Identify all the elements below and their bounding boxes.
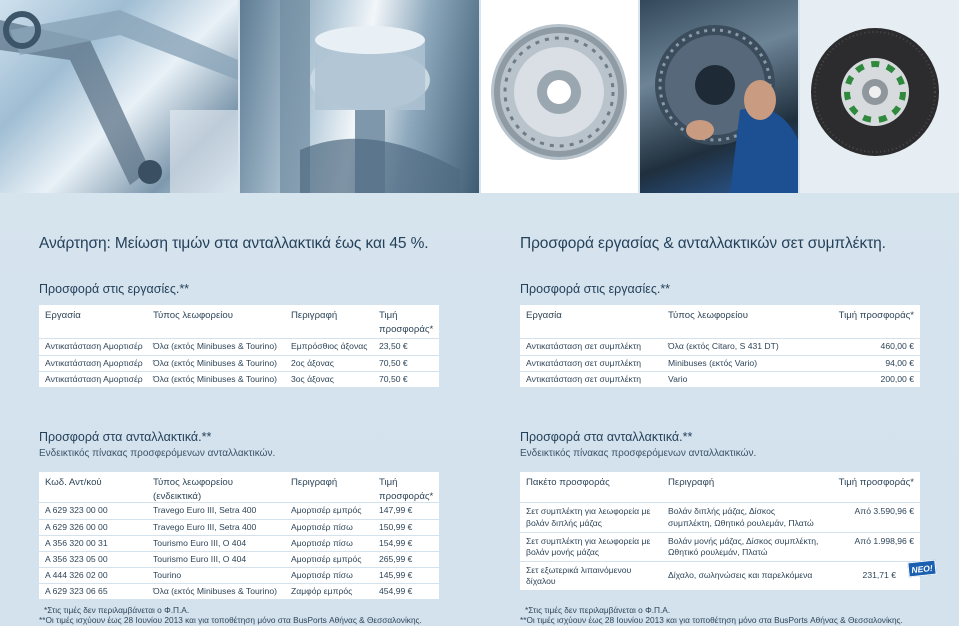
table-cell: Όλα (εκτός Citaro, S 431 DT) (668, 341, 779, 352)
table-cell: A 629 326 00 00 (45, 521, 108, 532)
table-cell: 200,00 € (880, 373, 914, 384)
table-cell: 2ος άξονας (291, 357, 334, 368)
table-row (39, 355, 439, 371)
table-cell: 145,99 € (379, 569, 413, 580)
table-cell: A 356 320 00 31 (45, 537, 108, 548)
table-cell: Δίχαλο, σωληνώσεις και παρελκόμενα (668, 570, 813, 581)
table-cell: A 629 323 00 00 (45, 505, 108, 516)
table-cell: 70,50 € (379, 373, 408, 384)
table-cell: Σετ συμπλέκτη για λεωφορεία με βολάν διπλής μάζας (526, 506, 651, 528)
table-header (520, 305, 920, 339)
table-cell: Όλα (εκτός Minibuses & Tourino) (153, 585, 277, 596)
table-cell: A 629 323 06 65 (45, 585, 108, 596)
right-parts-table (520, 472, 920, 590)
right-footnote-validity: **Οι τιμές ισχύουν έως 28 Ιουνίου 2013 και για τοποθέτηση μόνο στα BusPorts Αθήνας & Θεσσαλονίκης. (520, 615, 903, 625)
table-cell: Αμορτισέρ εμπρός (291, 505, 362, 516)
table-cell: 3ος άξονας (291, 373, 334, 384)
table-cell: Αντικατάσταση σετ συμπλέκτη (526, 373, 641, 384)
table-cell: Travego Euro III, Setra 400 (153, 521, 257, 532)
right-footnote-vat: *Στις τιμές δεν περιλαμβάνεται ο Φ.Π.Α. (525, 605, 671, 615)
table-cell: Αμορτισέρ πίσω (291, 521, 353, 532)
table-row (520, 561, 920, 590)
table-cell: 94,00 € (885, 357, 914, 368)
table-row (520, 532, 920, 561)
table-cell: Αντικατάσταση Αμορτισέρ (45, 373, 143, 384)
table-cell: 70,50 € (379, 357, 408, 368)
table-cell: 265,99 € (379, 553, 413, 564)
mechanic-clutch-photo (640, 0, 798, 193)
table-row (39, 583, 439, 599)
column-header: Εργασία (45, 310, 81, 321)
right-parts-heading: Προσφορά στα ανταλλακτικά.** (520, 430, 693, 444)
table-cell: Ζαμφόρ εμπρός (291, 585, 353, 596)
table-row (39, 535, 439, 551)
table-cell: Tourino (153, 569, 182, 580)
left-parts-heading: Προσφορά στα ανταλλακτικά.** (39, 430, 212, 444)
table-row (520, 339, 920, 355)
table-cell: Όλα (εκτός Minibuses & Tourino) (153, 341, 277, 352)
table-row (520, 503, 920, 532)
table-row (39, 503, 439, 519)
table-row (520, 371, 920, 387)
new-badge: NEO! (907, 560, 936, 578)
table-cell: Αμορτισέρ πίσω (291, 537, 353, 548)
table-cell: Εμπρόσθιος άξονας (291, 341, 368, 352)
table-cell: 460,00 € (880, 341, 914, 352)
table-header (39, 305, 439, 339)
column-header: Τιμή προσφοράς* (379, 310, 434, 335)
table-row (520, 355, 920, 371)
right-works-table (520, 305, 920, 387)
column-header: Εργασία (526, 310, 562, 321)
column-header: Τύπος λεωφορείου (668, 310, 748, 321)
table-cell: Σετ εξωτερικά λιπαινόμενου δίχαλου (526, 564, 632, 586)
column-header: Τιμή προσφοράς* (379, 477, 434, 502)
table-cell: Αντικατάσταση Αμορτισέρ (45, 341, 143, 352)
column-header: Τύπος λεωφορείου (ενδεικτικά) (153, 477, 233, 502)
table-cell: Από 3.590,96 € (854, 506, 914, 516)
left-works-table (39, 305, 439, 387)
table-row (39, 519, 439, 535)
table-cell: Όλα (εκτός Minibuses & Tourino) (153, 373, 277, 384)
column-header: Τύπος λεωφορείου (153, 310, 233, 321)
table-row (39, 339, 439, 355)
table-row (39, 567, 439, 583)
clutch-disc-photo (800, 0, 959, 193)
column-header: Τιμή προσφοράς* (838, 310, 914, 321)
table-header (39, 472, 439, 503)
table-cell: 23,50 € (379, 341, 408, 352)
column-header: Περιγραφή (291, 310, 338, 321)
shock-absorber-photo (240, 0, 479, 193)
right-works-heading: Προσφορά στις εργασίες.** (520, 282, 671, 296)
table-cell: Tourismo Euro III, O 404 (153, 553, 247, 564)
table-cell: Βολάν μονής μάζας, Δίσκος συμπλέκτη, Ωθητικό ρουλεμάν, Πλατώ (668, 535, 819, 557)
table-cell: Αμορτισέρ πίσω (291, 569, 353, 580)
column-header: Κωδ. Αντ/κού (45, 477, 102, 488)
left-title: Ανάρτηση: Μείωση τιμών στα ανταλλακτικά έως και 45 %. (39, 235, 429, 252)
table-cell: A 356 323 05 00 (45, 553, 108, 564)
table-cell: Βολάν διπλής μάζας, Δίσκος συμπλέκτη, Ωθητικό ρουλεμάν, Πλατώ (668, 506, 814, 528)
table-cell: 231,71 € (862, 570, 896, 581)
suspension-arm-photo (0, 0, 238, 193)
clutch-pressure-plate-photo (481, 0, 638, 193)
table-header (520, 472, 920, 503)
left-parts-subtitle: Ενδεικτικός πίνακας προσφερόμενων ανταλλακτικών. (39, 448, 276, 459)
table-cell: 147,99 € (379, 505, 413, 516)
left-works-heading: Προσφορά στις εργασίες.** (39, 282, 190, 296)
table-cell: Αντικατάσταση σετ συμπλέκτη (526, 341, 641, 352)
table-cell: Αντικατάσταση Αμορτισέρ (45, 357, 143, 368)
table-cell: Tourismo Euro III, O 404 (153, 537, 247, 548)
right-title: Προσφορά εργασίας & ανταλλακτικών σετ συμπλέκτη. (520, 235, 886, 252)
table-row (39, 551, 439, 567)
table-cell: Σετ συμπλέκτη για λεωφορεία με βολάν μονής μάζας (526, 535, 651, 557)
table-cell: Αντικατάσταση σετ συμπλέκτη (526, 357, 641, 368)
table-cell: Travego Euro III, Setra 400 (153, 505, 257, 516)
right-parts-subtitle: Ενδεικτικός πίνακας προσφερόμενων ανταλλακτικών. (520, 448, 757, 459)
table-cell: A 444 326 02 00 (45, 569, 108, 580)
left-parts-table (39, 472, 439, 599)
left-footnote-validity: **Οι τιμές ισχύουν έως 28 Ιουνίου 2013 και για τοποθέτηση μόνο στα BusPorts Αθήνας & Θεσσαλονίκης. (39, 615, 422, 625)
table-cell: 154,99 € (379, 537, 413, 548)
table-cell: Όλα (εκτός Minibuses & Tourino) (153, 357, 277, 368)
column-header: Περιγραφή (291, 477, 338, 488)
column-header: Τιμή προσφοράς* (838, 477, 914, 488)
photo-banner (0, 0, 959, 193)
table-cell: Από 1.998,96 € (854, 536, 914, 546)
left-footnote-vat: *Στις τιμές δεν περιλαμβάνεται ο Φ.Π.Α. (44, 605, 190, 615)
table-cell: 454,99 € (379, 585, 413, 596)
table-cell: Minibuses (εκτός Vario) (668, 357, 758, 368)
table-cell: 150,99 € (379, 521, 413, 532)
column-header: Περιγραφή (668, 477, 715, 488)
column-header: Πακέτο προσφοράς (526, 477, 610, 488)
table-cell: Vario (668, 373, 688, 384)
table-row (39, 371, 439, 387)
table-cell: Αμορτισέρ εμπρός (291, 553, 362, 564)
